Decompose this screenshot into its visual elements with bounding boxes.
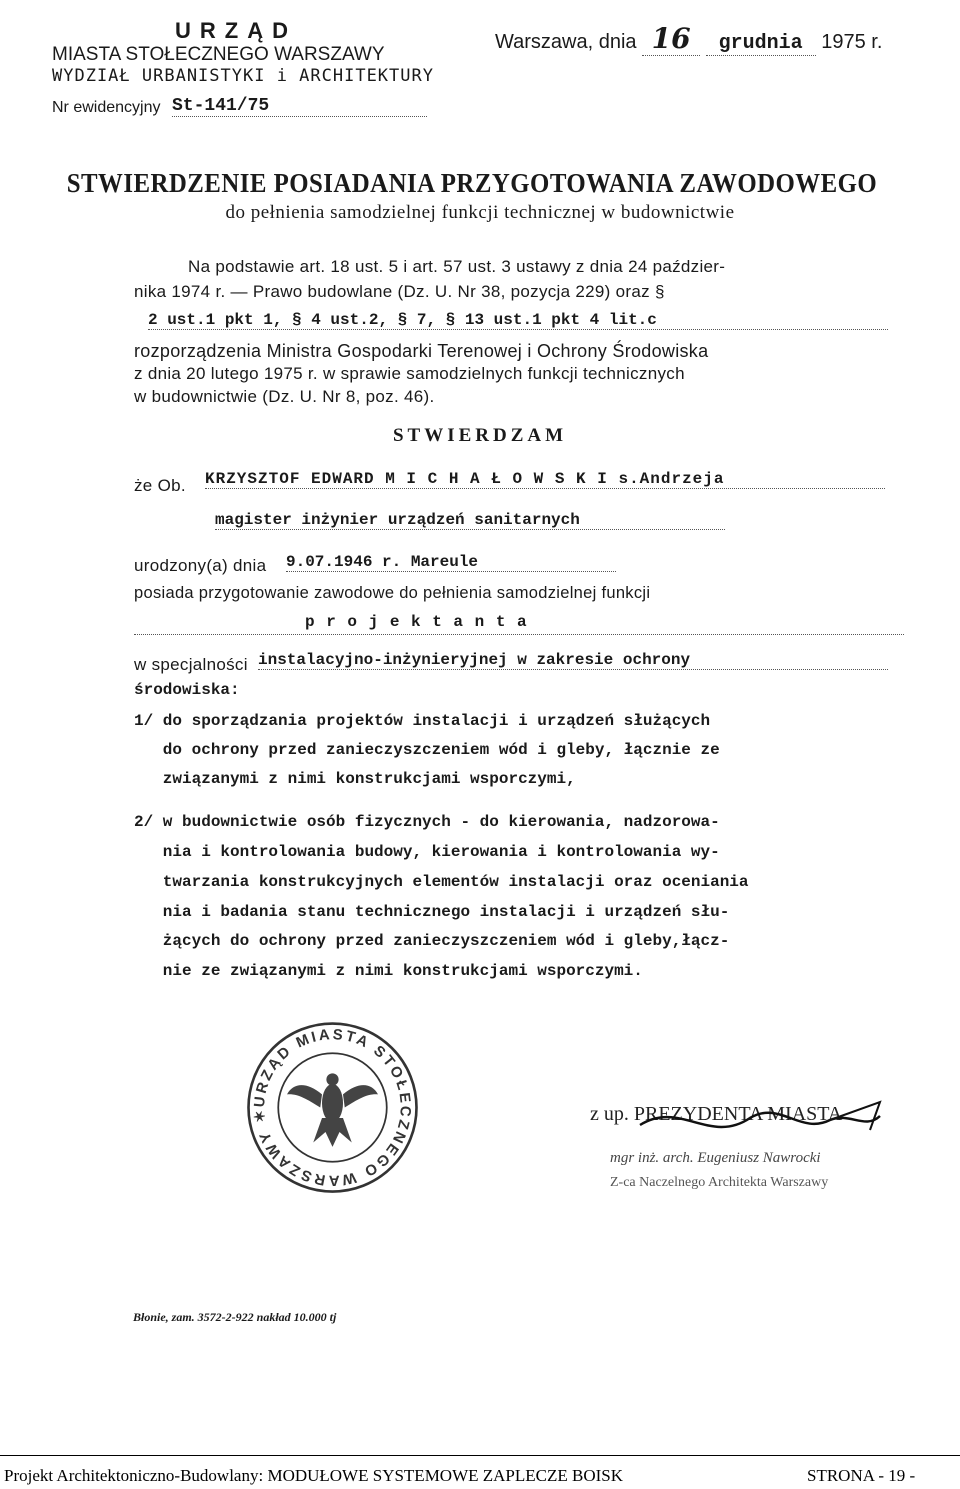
signature-authority: z up. PREZYDENTA MIASTA (590, 1103, 843, 1125)
document-title: STWIERDZENIE POSIADANIA PRZYGOTOWANIA ZAWODOWEGO (66, 168, 878, 198)
legal-basis-line-1: Na podstawie art. 18 ust. 5 i art. 57 ust. 3 ustawy z dnia 24 paździer- (188, 257, 726, 276)
scope-line-9: nie ze związanymi z nimi konstrukcjami wsporczymi. (134, 962, 643, 980)
scope-line-2: do ochrony przed zanieczyszczeniem wód i gleby, łącznie ze (134, 741, 720, 759)
qualification-statement: posiada przygotowanie zawodowe do pełnienia samodzielnej funkcji (134, 584, 651, 602)
print-note: Błonie, zam. 3572-2-922 nakład 10.000 tj (133, 1310, 337, 1324)
function-underline (134, 634, 904, 635)
function-name: p r o j e k t a n t a (305, 613, 528, 631)
scope-line-8: żących do ochrony przed zanieczyszczeniem wód i gleby,łącz- (134, 932, 730, 950)
signature-name: mgr inż. arch. Eugeniusz Nawrocki (610, 1150, 821, 1166)
footer-project-title: Projekt Architektoniczno-Budowlany: MODUŁOWE SYSTEMOWE ZAPLECZE BOISK (4, 1466, 624, 1485)
legal-basis-line-2: nika 1974 r. — Prawo budowlane (Dz. U. Nr 38, pozycja 229) oraz § (134, 282, 665, 301)
department-name: WYDZIAŁ URBANISTYKI i ARCHITEKTURY (52, 66, 434, 86)
eagle-emblem-icon (287, 1073, 378, 1147)
office-heading: URZĄD (175, 18, 297, 43)
signature-position: Z-ca Naczelnego Architekta Warszawy (610, 1175, 829, 1190)
footer-rule (0, 1455, 960, 1456)
legal-basis-line-6: w budownictwie (Dz. U. Nr 8, poz. 46). (134, 387, 435, 406)
official-seal-stamp (245, 1020, 420, 1195)
legal-basis-line-3: 2 ust.1 pkt 1, § 4 ust.2, § 7, § 13 ust.1 pkt 4 lit.c (148, 311, 888, 330)
scope-line-1: 1/ do sporządzania projektów instalacji i urządzeń służących (134, 712, 711, 730)
birth-date-label: urodzony(a) dnia (134, 556, 267, 575)
document-subtitle: do pełnienia samodzielnej funkcji technicznej w budownictwie (225, 202, 735, 223)
speciality-label: w specjalności (134, 655, 248, 674)
legal-basis-line-5: z dnia 20 lutego 1975 r. w sprawie samodzielnych funkcji technicznych (134, 364, 685, 383)
ze-ob-label: że Ob. (134, 476, 186, 495)
signature-block (580, 1090, 910, 1195)
birth-date-value: 9.07.1946 r. Mareule (286, 553, 616, 572)
place-and-date (495, 22, 882, 56)
person-name: KRZYSZTOF EDWARD M I C H A Ł O W S K I s.Andrzeja (205, 470, 885, 489)
office-city-name: MIASTA STOŁECZNEGO WARSZAWY (52, 44, 385, 65)
date-day: 16 (642, 22, 700, 56)
legal-basis-line-4: rozporządzenia Ministra Gospodarki Terenowej i Ochrony Środowiska (134, 341, 709, 361)
scope-line-7: nia i badania stanu technicznego instalacji i urządzeń słu- (134, 903, 730, 921)
scope-line-5: nia i kontrolowania budowy, kierowania i kontrolowania wy- (134, 843, 720, 861)
speciality-value: instalacyjno-inżynieryjnej w zakresie ochrony (258, 651, 888, 670)
scope-line-3: związanymi z nimi konstrukcjami wsporczymi, (134, 770, 576, 788)
speciality-value-continued: środowiska: (134, 681, 240, 699)
date-year: 1975 r. (821, 31, 883, 53)
date-month: grudnia (706, 32, 816, 56)
place-prefix: Warszawa, dnia (495, 31, 637, 53)
footer-page-number: STRONA - 19 - (807, 1466, 916, 1485)
scope-line-6: twarzania konstrukcyjnych elementów instalacji oraz oceniania (134, 873, 749, 891)
registry-number-value: St-141/75 (172, 96, 427, 117)
registry-number-label: Nr ewidencyjny (52, 99, 161, 116)
scope-line-4: 2/ w budownictwie osób fizycznych - do kierowania, nadzorowa- (134, 813, 720, 831)
stwierdzam-heading: STWIERDZAM (392, 425, 568, 446)
svg-text:URZĄD MIASTA STOŁECZNEGO WARSZ: URZĄD MIASTA STOŁECZNEGO WARSZAWY ✶ (251, 1026, 414, 1188)
person-professional-title: magister inżynier urządzeń sanitarnych (215, 511, 725, 530)
